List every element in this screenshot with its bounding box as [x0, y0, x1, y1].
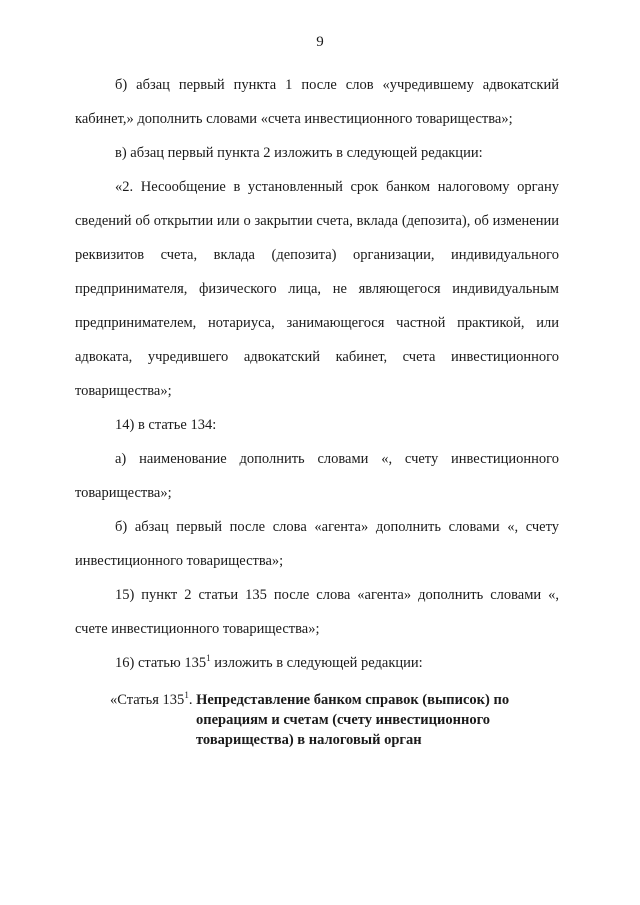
paragraph-16-superscript: 1: [206, 653, 211, 663]
paragraph-14-article134: 14) в статье 134:: [115, 417, 217, 433]
paragraph-16-text-before: 16) статью 135: [115, 655, 207, 671]
paragraph-16-article135-1: [75, 646, 559, 680]
article-heading: [110, 690, 570, 750]
paragraph-a-title-addition: а) наименование дополнить словами «, счету инвестиционного товарищества»;: [75, 451, 559, 501]
article-title-line1: Непредставление банком справок (выписок) по: [192, 692, 510, 708]
paragraph-v-item2: в) абзац первый пункта 2 изложить в следующей редакции:: [115, 145, 483, 161]
article-title-line3: товарищества) в налоговый орган: [196, 732, 422, 748]
paragraph-16-text-after: изложить в следующей редакции:: [210, 655, 423, 671]
paragraph-quote-item2-text: «2. Несообщение в установленный срок банком налоговому органу сведений об открытии или о закрытии счета, вклада (депозита), об изменении реквизитов счета, вклада (депозита) организации, индивидуального предпринимателя, физического лица, не являющегося индивидуальным предпринимателем, нотариуса, занимающегося частной практикой, или адвоката, учредившего адвокатский кабинет, счета инвестиционного товарищества»;: [75, 179, 559, 399]
paragraph-15-article135: 15) пункт 2 статьи 135 после слова «агента» дополнить словами «, счете инвестиционного товарищества»;: [75, 587, 559, 637]
article-superscript: 1: [184, 690, 189, 700]
article-title-line2: операциям и счетам (счету инвестиционного: [196, 712, 491, 728]
article-dot: .: [188, 692, 193, 708]
article-prefix: «Статья 135: [110, 692, 185, 708]
paragraph-b-item1: б) абзац первый пункта 1 после слов «учредившему адвокатский кабинет,» дополнить словами «счета инвестиционного товарищества»;: [75, 77, 559, 127]
paragraph-b-first-paragraph: б) абзац первый после слова «агента» дополнить словами «, счету инвестиционного товарищества»;: [75, 519, 559, 569]
page-number: 9: [316, 34, 324, 50]
